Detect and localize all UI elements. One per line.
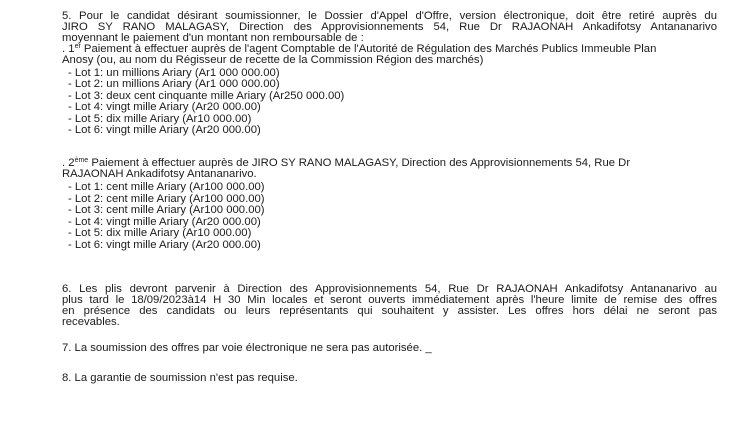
payment1-line-2: Anosy (ou, au nom du Régisseur de recette de la Commission Région des marchés) (62, 54, 484, 66)
payment2-heading: . 2ème Paiement à effectuer auprès de JIRO SY RANO MALAGASY, Direction des Approvisionnements 54, Rue Dr (62, 157, 631, 169)
payment2-lot-5: - Lot 5: dix mille Ariary (Ar10 000.00) (68, 227, 252, 239)
section6-line-4: recevables. (62, 316, 120, 328)
payment1-lot-3: - Lot 3: deux cent cinquante mille Ariary (Ar250 000.00) (68, 90, 345, 102)
payment1-lot-2: - Lot 2: un millions Ariary (Ar1 000 000.00) (68, 78, 280, 90)
section5-line-3: moyennant le paiement d'un montant non remboursable de : (62, 32, 364, 44)
section5-line-1: 5. Pour le candidat désirant soumissionner, le Dossier d'Appel d'Offre, version électronique, doit être retiré auprès du (62, 10, 717, 22)
payment2-line-2: RAJAONAH Ankadifotsy Antananarivo. (62, 168, 257, 180)
payment1-lot-6: - Lot 6: vingt mille Ariary (Ar20 000.00) (68, 124, 261, 136)
section5-line-2: JIRO SY RANO MALAGASY, Direction des Approvisionnements 54, Rue Dr RAJAONAH Ankadifotsy Antananarivo (62, 21, 717, 33)
payment1-lot-1: - Lot 1: un millions Ariary (Ar1 000 000.00) (68, 67, 280, 79)
payment2-lot-4: - Lot 4: vingt mille Ariary (Ar20 000.00) (68, 216, 261, 228)
payment2-lot-3: - Lot 3: cent mille Ariary (Ar100 000.00) (68, 204, 265, 216)
payment2-lot-2: - Lot 2: cent mille Ariary (Ar100 000.00) (68, 193, 265, 205)
section6-line-1: 6. Les plis devront parvenir à Direction des Approvisionnements 54, Rue Dr RAJAONAH Ankadifotsy Antananarivo au (62, 283, 717, 295)
payment1-heading: . 1er Paiement à effectuer auprès de l'agent Comptable de l'Autorité de Régulation des Marchés Publics Immeuble Plan (62, 43, 657, 55)
payment2-lot-6: - Lot 6: vingt mille Ariary (Ar20 000.00) (68, 239, 261, 251)
section6-line-3: en présence des candidats ou leurs représentants qui souhaitent y assister. Les offres hors délai ne seront pas (62, 305, 717, 317)
section7-text: 7. La soumission des offres par voie électronique ne sera pas autorisée. _ (62, 342, 432, 354)
payment1-lot-4: - Lot 4: vingt mille Ariary (Ar20 000.00) (68, 101, 261, 113)
payment2-lot-1: - Lot 1: cent mille Ariary (Ar100 000.00) (68, 181, 265, 193)
section8-text: 8. La garantie de soumission n'est pas requise. (62, 372, 298, 384)
payment1-lot-5: - Lot 5: dix mille Ariary (Ar10 000.00) (68, 113, 252, 125)
section6-line-2: plus tard le 18/09/2023à14 H 30 Min locales et seront ouverts immédiatement après l'heure limite de remise des offres (62, 294, 717, 306)
